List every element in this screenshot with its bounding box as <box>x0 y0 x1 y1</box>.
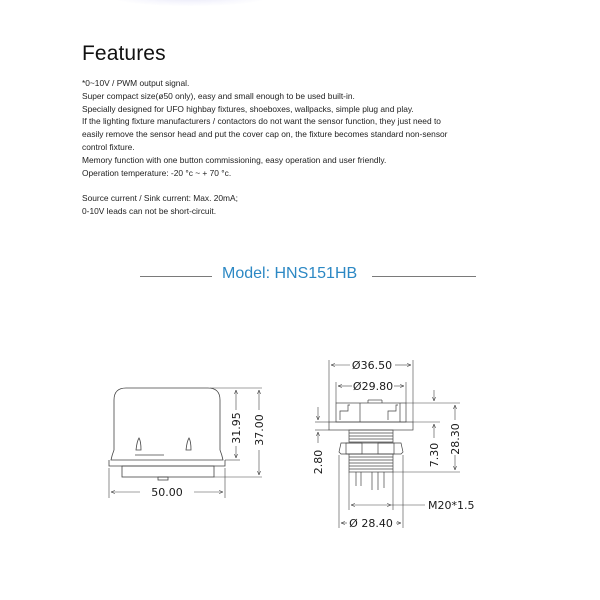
mount-cap-latch-right <box>388 405 398 420</box>
note-line: 0-10V leads can not be short-circuit. <box>82 205 217 216</box>
nut-diameter-label: Ø 28.40 <box>349 517 393 530</box>
sensor-dome-outline <box>111 388 223 460</box>
total-height-dimension-label: 37.00 <box>253 414 266 446</box>
mount-nut <box>339 443 403 454</box>
sensor-base-band <box>109 460 225 466</box>
mount-cap-latch-left <box>340 405 350 420</box>
sensor-notch-left <box>136 438 141 450</box>
model-label: Model: HNS151HB <box>222 265 358 282</box>
width-dimension-label: 50.00 <box>151 486 183 499</box>
sensor-bottom-tab <box>158 477 168 480</box>
feature-line: If the lighting fixture manufacturers / contactors do not want the sensor function, they just need to <box>82 116 441 127</box>
outer-diameter-label: Ø36.50 <box>351 359 393 372</box>
feature-line: Operation temperature: -20 °c ~ + 70 °c. <box>82 167 232 178</box>
feature-line: Specially designed for UFO highbay fixtures, shoeboxes, wallpacks, simple plug and play. <box>82 103 414 114</box>
features-title: Features <box>82 42 166 65</box>
flange-thickness-label: 2.80 <box>312 449 325 475</box>
inner-diameter-label: Ø29.80 <box>352 380 394 393</box>
mount-cap-body <box>336 403 406 422</box>
mount-flange <box>329 422 413 430</box>
mount-lower-thread <box>349 454 393 472</box>
mount-leads <box>356 472 384 490</box>
thread-label: M20*1.5 <box>428 499 475 512</box>
sensor-notch-right <box>186 438 191 450</box>
feature-line: Super compact size(ø50 only), easy and small enough to be used built-in. <box>82 90 355 101</box>
cap-height-label: 7.30 <box>428 442 441 468</box>
total-height-label: 28.30 <box>449 423 462 455</box>
sensor-side-view <box>109 388 225 480</box>
feature-line: control fixture. <box>82 141 135 152</box>
note-line: Source current / Sink current: Max. 20mA; <box>82 193 238 204</box>
feature-line: Memory function with one button commissioning, easy operation and user friendly. <box>82 154 387 165</box>
mount-upper-thread <box>349 430 393 442</box>
sensor-bottom-plate <box>122 466 214 477</box>
feature-line: easily remove the sensor head and put the cover cap on, the fixture becomes standard non-sensor <box>82 129 448 140</box>
feature-line: *0~10V / PWM output signal. <box>82 78 190 88</box>
inner-height-dimension-label: 31.95 <box>230 412 243 444</box>
mount-side-view <box>329 400 413 490</box>
